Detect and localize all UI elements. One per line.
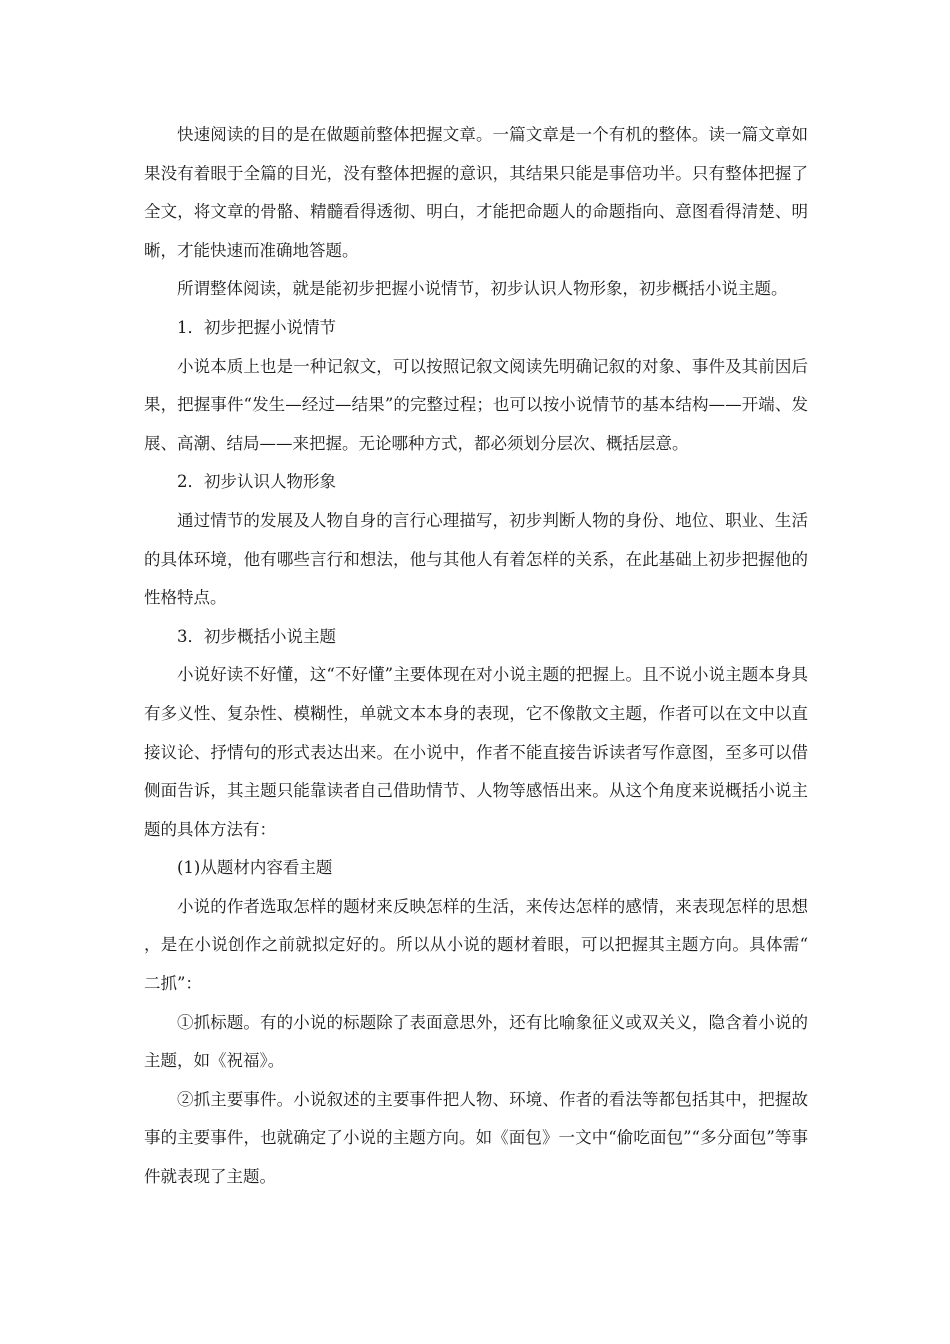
section-heading-plot: 1．初步把握小说情节 xyxy=(177,317,336,337)
material-paragraph: 小说的作者选取怎样的题材来反映怎样的生活，来传达怎样的感情，来表现怎样的思想，是在小说创作之前就拟定好的。所以从小说的题材着眼，可以把握其主题方向。具体需“二抓”： xyxy=(144,896,808,994)
point-events-paragraph: ②抓主要事件。小说叙述的主要事件把人物、环境、作者的看法等都包括其中，把握故事的主要事件，也就确定了小说的主题方向。如《面包》一文中“偷吃面包”“多分面包”等事件就表现了主题。 xyxy=(144,1089,808,1187)
point-title-paragraph: ①抓标题。有的小说的标题除了表面意思外，还有比喻象征义或双关义，隐含着小说的主题，如《祝福》。 xyxy=(144,1012,808,1071)
theme-paragraph: 小说好读不好懂，这“不好懂”主要体现在对小说主题的把握上。且不说小说主题本身具有多义性、复杂性、模糊性，单就文本本身的表现，它不像散文主题，作者可以在文中以直接议论、抒情句的形式表达出来。在小说中，作者不能直接告诉读者写作意图，至多可以借侧面告诉，其主题只能靠读者自己借助情节、人物等感悟出来。从这个角度来说概括小说主题的具体方法有： xyxy=(144,665,808,839)
document-body xyxy=(144,116,808,1197)
overview-paragraph: 所谓整体阅读，就是能初步把握小说情节，初步认识人物形象，初步概括小说主题。 xyxy=(177,279,788,299)
subsection-heading-material: (1)从题材内容看主题 xyxy=(177,858,333,878)
section-heading-theme: 3．初步概括小说主题 xyxy=(177,626,336,646)
section-heading-character: 2．初步认识人物形象 xyxy=(177,472,336,492)
intro-paragraph: 快速阅读的目的是在做题前整体把握文章。一篇文章是一个有机的整体。读一篇文章如果没有着眼于全篇的目光，没有整体把握的意识，其结果只能是事倍功半。只有整体把握了全文，将文章的骨骼、精髓看得透彻、明白，才能把命题人的命题指向、意图看得清楚、明晰，才能快速而准确地答题。 xyxy=(144,125,808,260)
plot-paragraph: 小说本质上也是一种记叙文，可以按照记叙文阅读先明确记叙的对象、事件及其前因后果，把握事件“发生—经过—结果”的完整过程；也可以按小说情节的基本结构——开端、发展、高潮、结局——来把握。无论哪种方式，都必须划分层次、概括层意。 xyxy=(144,356,808,453)
character-paragraph: 通过情节的发展及人物自身的言行心理描写，初步判断人物的身份、地位、职业、生活的具体环境，他有哪些言行和想法，他与其他人有着怎样的关系，在此基础上初步把握他的性格特点。 xyxy=(144,510,808,608)
